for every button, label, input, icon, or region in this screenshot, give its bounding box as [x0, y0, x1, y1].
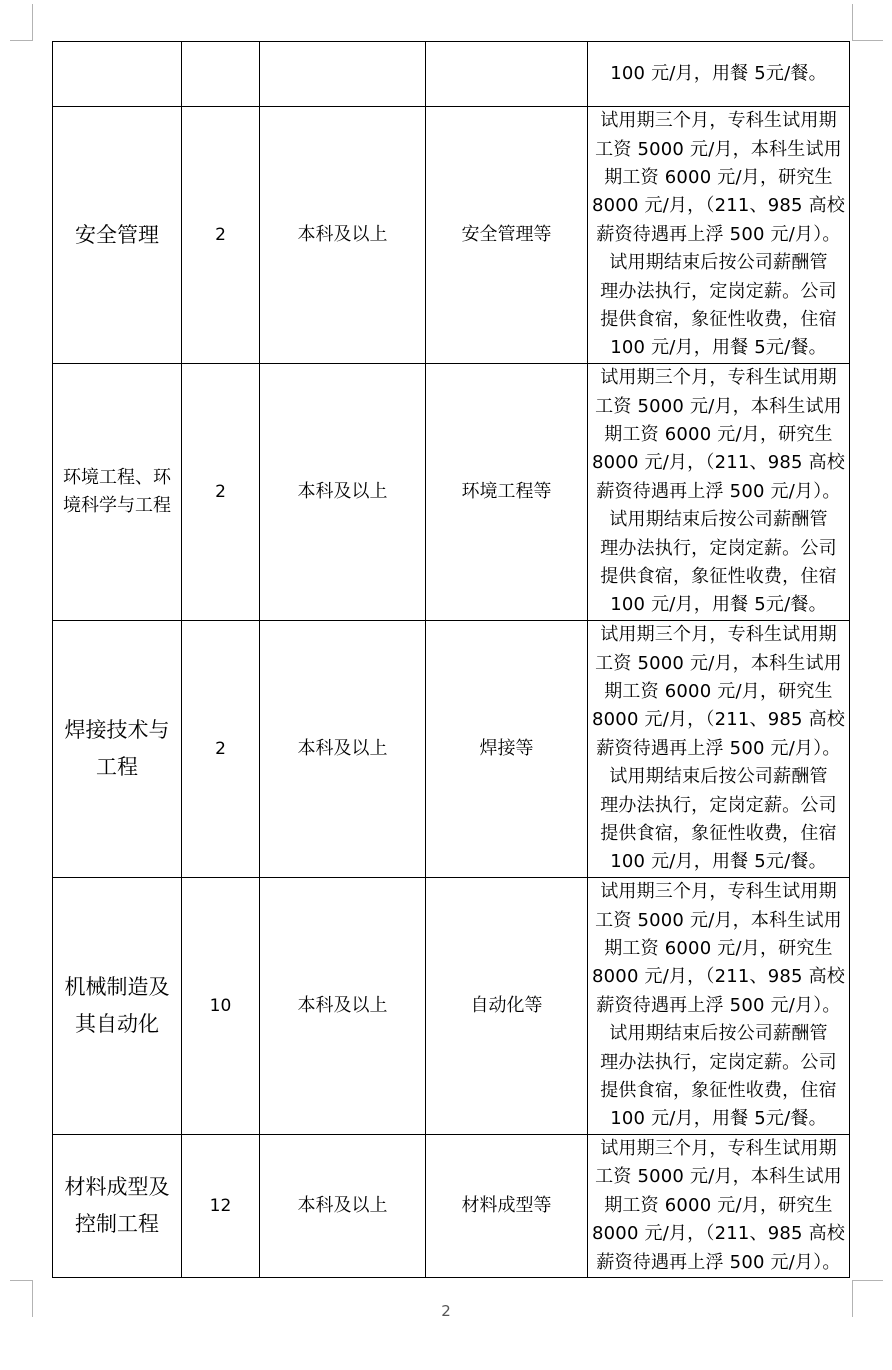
education-cell: 本科及以上 — [260, 621, 426, 878]
note-line: 试用期三个月，专科生试用期 — [600, 881, 837, 903]
note-line: 8000 元/月，（211、985 高校 — [591, 452, 846, 474]
note-line: 100 元/月，用餐 5元/餐。 — [610, 851, 827, 873]
note-line: 工资 5000 元/月，本科生试用 — [595, 909, 842, 931]
table-row — [53, 1135, 850, 1278]
table-row — [53, 107, 850, 364]
note-line: 工资 5000 元/月，本科生试用 — [595, 1166, 842, 1188]
note-line: 理办法执行，定岗定薪。公司 — [600, 280, 837, 302]
salary-note-cell — [588, 1135, 850, 1278]
table-row — [53, 878, 850, 1135]
recruitment-table — [52, 41, 850, 1278]
specialty-cell: 自动化等 — [426, 878, 588, 1135]
note-line: 理办法执行，定岗定薪。公司 — [600, 794, 837, 816]
education-cell: 本科及以上 — [260, 364, 426, 621]
note-line: 期工资 6000 元/月，研究生 — [604, 680, 833, 702]
major-cell: 环境工程、环境科学与工程 — [53, 364, 182, 621]
note-line: 试用期结束后按公司薪酬管 — [609, 1023, 828, 1045]
major-cell — [53, 42, 182, 107]
major-cell: 机械制造及其自动化 — [53, 878, 182, 1135]
major-cell: 安全管理 — [53, 107, 182, 364]
crop-mark-top-right — [852, 4, 883, 41]
note-line: 理办法执行，定岗定薪。公司 — [600, 1051, 837, 1073]
note-line: 100 元/月，用餐 5元/餐。 — [610, 62, 827, 84]
note-line: 8000 元/月，（211、985 高校 — [591, 195, 846, 217]
education-cell — [260, 42, 426, 107]
table-row — [53, 364, 850, 621]
note-line: 期工资 6000 元/月，研究生 — [604, 1194, 833, 1216]
salary-note-cell — [588, 364, 850, 621]
specialty-cell: 环境工程等 — [426, 364, 588, 621]
table-row — [53, 621, 850, 878]
note-line: 薪资待遇再上浮 500 元/月）。 — [596, 1251, 841, 1273]
headcount-cell: 2 — [182, 621, 260, 878]
education-cell: 本科及以上 — [260, 107, 426, 364]
table-row — [53, 42, 850, 107]
education-cell: 本科及以上 — [260, 878, 426, 1135]
note-line: 试用期三个月，专科生试用期 — [600, 110, 837, 132]
salary-note-cell — [588, 621, 850, 878]
headcount-cell — [182, 42, 260, 107]
note-line: 100 元/月，用餐 5元/餐。 — [610, 1108, 827, 1130]
note-line: 试用期结束后按公司薪酬管 — [609, 766, 828, 788]
note-line: 提供食宿，象征性收费，住宿 — [600, 309, 837, 331]
note-line: 试用期三个月，专科生试用期 — [600, 367, 837, 389]
note-line: 薪资待遇再上浮 500 元/月）。 — [596, 223, 841, 245]
note-line: 期工资 6000 元/月，研究生 — [604, 423, 833, 445]
note-line: 工资 5000 元/月，本科生试用 — [595, 652, 842, 674]
note-line: 薪资待遇再上浮 500 元/月）。 — [596, 737, 841, 759]
note-line: 100 元/月，用餐 5元/餐。 — [610, 337, 827, 359]
headcount-cell: 2 — [182, 364, 260, 621]
page-number: 2 — [441, 1302, 451, 1320]
note-line: 提供食宿，象征性收费，住宿 — [600, 823, 837, 845]
note-line: 提供食宿，象征性收费，住宿 — [600, 1080, 837, 1102]
headcount-cell: 10 — [182, 878, 260, 1135]
note-line: 8000 元/月，（211、985 高校 — [591, 709, 846, 731]
note-line: 薪资待遇再上浮 500 元/月）。 — [596, 994, 841, 1016]
note-line: 工资 5000 元/月，本科生试用 — [595, 138, 842, 160]
note-line: 8000 元/月，（211、985 高校 — [591, 966, 846, 988]
note-line: 试用期三个月，专科生试用期 — [600, 1138, 837, 1159]
salary-note-cell — [588, 42, 850, 107]
specialty-cell: 安全管理等 — [426, 107, 588, 364]
headcount-cell: 2 — [182, 107, 260, 364]
major-cell: 焊接技术与工程 — [53, 621, 182, 878]
note-line: 工资 5000 元/月，本科生试用 — [595, 395, 842, 417]
note-line: 试用期结束后按公司薪酬管 — [609, 509, 828, 531]
headcount-cell: 12 — [182, 1135, 260, 1278]
note-line: 试用期结束后按公司薪酬管 — [609, 252, 828, 274]
specialty-cell: 焊接等 — [426, 621, 588, 878]
note-line: 理办法执行，定岗定薪。公司 — [600, 537, 837, 559]
note-line: 8000 元/月，（211、985 高校 — [591, 1223, 846, 1245]
specialty-cell: 材料成型等 — [426, 1135, 588, 1278]
crop-mark-top-left — [10, 4, 33, 41]
note-line: 提供食宿，象征性收费，住宿 — [600, 566, 837, 588]
note-line: 100 元/月，用餐 5元/餐。 — [610, 594, 827, 616]
salary-note-cell — [588, 107, 850, 364]
salary-note-cell — [588, 878, 850, 1135]
specialty-cell — [426, 42, 588, 107]
note-line: 试用期三个月，专科生试用期 — [600, 624, 837, 646]
note-line: 薪资待遇再上浮 500 元/月）。 — [596, 480, 841, 502]
major-cell: 材料成型及控制工程 — [53, 1135, 182, 1278]
note-line: 期工资 6000 元/月，研究生 — [604, 166, 833, 188]
note-line: 期工资 6000 元/月，研究生 — [604, 937, 833, 959]
education-cell: 本科及以上 — [260, 1135, 426, 1278]
